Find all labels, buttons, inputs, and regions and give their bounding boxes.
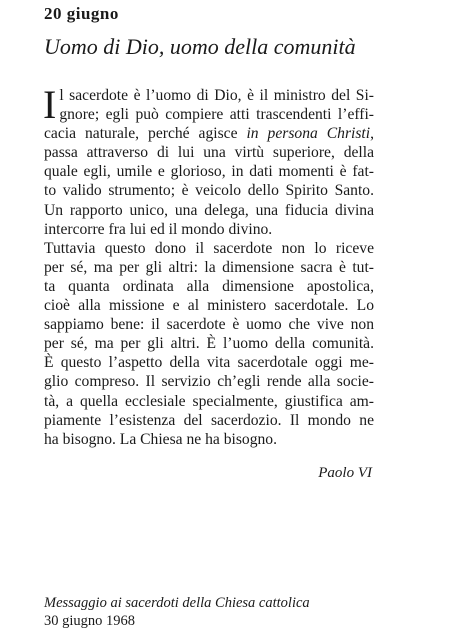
signature: Paolo VI — [318, 465, 372, 481]
body-line: gnore; egli può compiere atti trascendenti l’effi- — [59, 106, 374, 124]
body-line: Tuttavia questo dono il sacerdote non lo riceve — [44, 239, 374, 257]
body-line: ta quanta ordinata alla dimensione apostolica, — [44, 277, 374, 295]
body-line: cioè alla missione e al ministero sacerdotale. Lo — [44, 297, 374, 315]
body-line: per sé, ma per gli altri. È l’uomo della comunità. — [44, 335, 374, 353]
body-text — [43, 82, 374, 449]
body-line: intercorre fra lui ed il mondo divino. — [44, 220, 273, 238]
body-line: È questo l’aspetto della vita sacerdotale oggi me- — [44, 354, 374, 372]
date-header: 20 giugno — [44, 4, 119, 23]
source-date: 30 giugno 1968 — [44, 613, 136, 629]
drop-cap: I — [43, 82, 57, 127]
body-line: glio compreso. Il servizio ch’egli rende alla socie- — [44, 373, 374, 391]
body-line-part: cacia naturale, perché agisce — [44, 125, 247, 143]
body-line: piamente l’esistenza del sacerdozio. Il mondo ne — [44, 411, 374, 429]
source-title: Messaggio ai sacerdoti della Chiesa cattolica — [44, 595, 310, 611]
body-line-part: , — [370, 125, 374, 143]
body-line: to valido strumento; è veicolo dello Spirito Santo. — [44, 182, 374, 200]
body-line: quale egli, umile e glorioso, in dati momenti è fat- — [44, 163, 374, 181]
body-line: l sacerdote è l’uomo di Dio, è il ministro del Si- — [59, 87, 374, 104]
body-line: per sé, ma per gli altri: la dimensione sacra è tut- — [44, 258, 374, 276]
latin-phrase: in persona Christi — [246, 125, 371, 143]
source-citation — [44, 594, 310, 630]
body-line: passa attraverso di lui una virtù superiore, della — [44, 144, 374, 162]
body-line: ha bisogno. La Chiesa ne ha bisogno. — [44, 430, 278, 448]
body-line: Un rapporto unico, una delega, una fiducia divina — [44, 201, 374, 219]
body-line: tà, a quella ecclesiale specialmente, giustifica am- — [44, 392, 374, 410]
page-title: Uomo di Dio, uomo della comunità — [44, 34, 356, 59]
body-line: sappiamo bene: il sacerdote è uomo che vive non — [44, 316, 374, 334]
body-line — [44, 124, 374, 143]
